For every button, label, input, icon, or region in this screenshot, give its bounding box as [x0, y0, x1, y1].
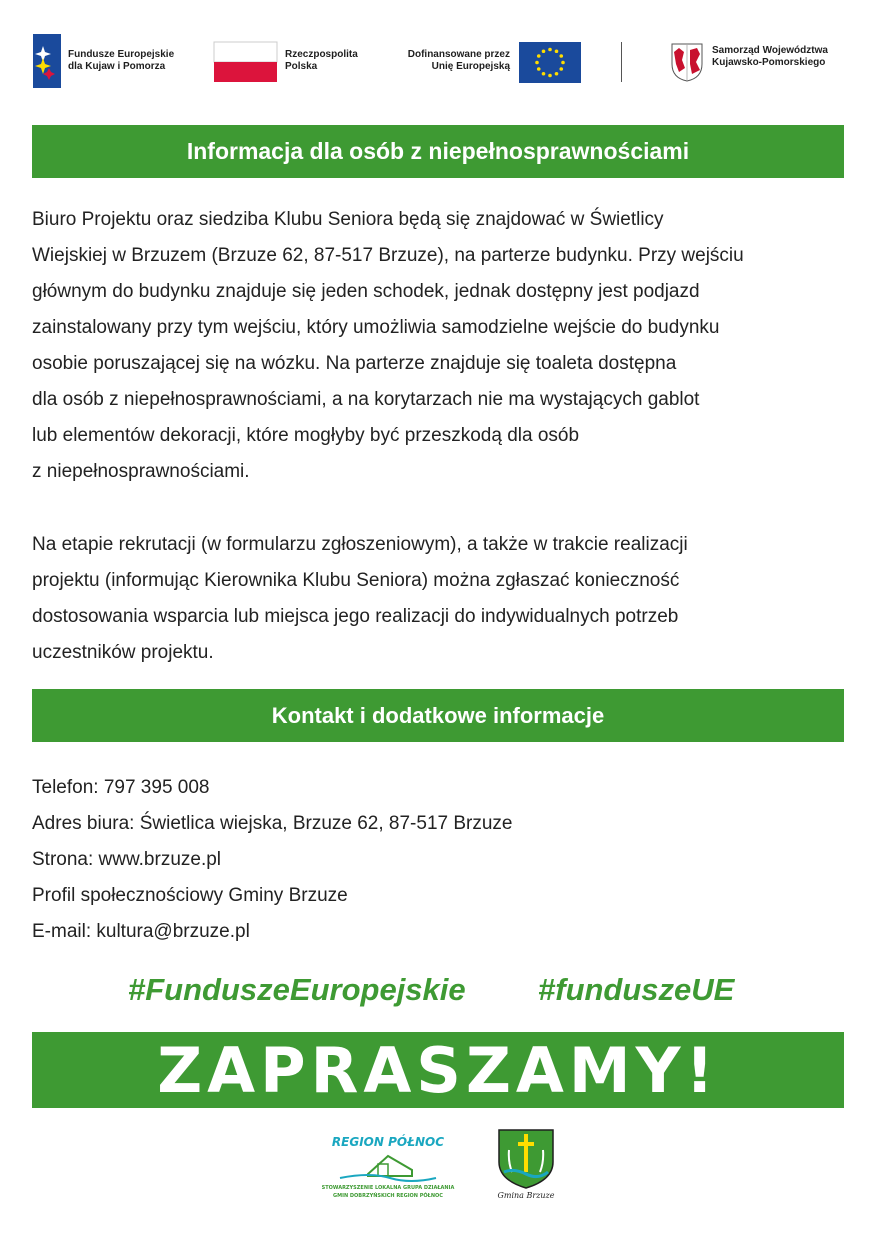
eu-star — [542, 72, 546, 76]
sw-logo-text: Samorząd Województwa Kujawsko-Pomorskiego — [712, 45, 828, 68]
text-line: osobie poruszającej się na wózku. Na parterze znajduje się toaleta dostępna — [32, 353, 677, 374]
eu-star — [555, 72, 559, 76]
eu-star — [537, 54, 541, 58]
invite-text: ZAPRASZAMY! — [157, 1033, 719, 1107]
eu-star — [548, 74, 552, 78]
eu-star — [537, 67, 541, 71]
contact-address: Adres biura: Świetlica wiejska, Brzuze 62, 87-517 Brzuze — [32, 813, 513, 834]
text-line: zainstalowany przy tym wejściu, który umożliwia samodzielne wejście do budynku — [32, 317, 720, 338]
kujawsko-pomorskie-coat-of-arms-icon — [670, 42, 704, 82]
logo-divider — [621, 42, 622, 82]
eu-logo-text: Dofinansowane przez Unię Europejską — [407, 49, 510, 72]
text-line: dla osób z niepełnosprawnościami, a na korytarzach nie ma wystających gablot — [32, 389, 700, 410]
hashtag-fundusze-ue: #funduszeUE — [538, 972, 735, 1007]
fundusze-europejskie-logo-icon — [33, 34, 61, 88]
section-title: Informacja dla osób z niepełnosprawnościami — [186, 138, 690, 164]
accessibility-paragraph-2 — [32, 527, 872, 671]
invite-banner — [32, 1032, 844, 1108]
fe-logo-text: Fundusze Europejskie dla Kujaw i Pomorza — [68, 49, 175, 72]
eu-star — [561, 61, 565, 65]
eu-star — [555, 49, 559, 53]
rp-logo-text: Rzeczpospolita Polska — [285, 49, 358, 72]
section-title: Kontakt i dodatkowe informacje — [271, 702, 605, 728]
eu-star — [548, 48, 552, 52]
text-line: uczestników projektu. — [32, 642, 214, 663]
accessibility-paragraph-1 — [32, 202, 872, 490]
text-line: Na etapie rekrutacji (w formularzu zgłoszeniowym), a także w trakcie realizacji — [32, 534, 688, 555]
text-line: głównym do budynku znajduje się jeden schodek, jednak dostępny jest podjazd — [32, 281, 700, 302]
lgd-title: REGION PÓŁNOC — [331, 1135, 445, 1149]
text-line: z niepełnosprawnościami. — [32, 461, 250, 482]
section-heading-contact — [32, 689, 844, 742]
gmina-brzuze-coat-of-arms-icon — [494, 1128, 558, 1200]
section-heading-accessibility — [32, 125, 844, 178]
lgd-subtitle-2: GMIN DOBRZYŃSKICH REGION PÓŁNOC — [333, 1193, 443, 1199]
text-line: Wiejskiej w Brzuzem (Brzuze 62, 87-517 Brzuze), na parterze budynku. Przy wejściu — [32, 245, 744, 266]
contact-website: Strona: www.brzuze.pl — [32, 849, 222, 870]
contact-list — [32, 770, 732, 950]
gmina-label: Gmina Brzuze — [497, 1191, 555, 1200]
eu-star — [559, 54, 563, 58]
contact-phone: Telefon: 797 395 008 — [32, 777, 210, 798]
eu-star — [559, 67, 563, 71]
text-line: Biuro Projektu oraz siedziba Klubu Seniora będą się znajdować w Świetlicy — [32, 209, 664, 230]
text-line: dostosowania wsparcia lub miejsca jego realizacji do indywidualnych potrzeb — [32, 606, 679, 627]
eu-star — [542, 49, 546, 53]
contact-email: E-mail: kultura@brzuze.pl — [32, 921, 250, 942]
eu-flag-icon — [519, 42, 581, 83]
eu-star — [535, 61, 539, 65]
contact-social: Profil społecznościowy Gminy Brzuze — [32, 885, 348, 906]
text-line: projektu (informując Kierownika Klubu Seniora) można zgłaszać konieczność — [32, 570, 680, 591]
region-polnoc-logo-icon — [321, 1126, 455, 1204]
poland-flag-icon — [214, 42, 277, 82]
text-line: lub elementów dekoracji, które mogłyby być przeszkodą dla osób — [32, 425, 580, 446]
lgd-subtitle-1: STOWARZYSZENIE LOKALNA GRUPA DZIAŁANIA — [321, 1185, 455, 1191]
hashtag-fundusze-europejskie: #FunduszeEuropejskie — [128, 972, 466, 1007]
